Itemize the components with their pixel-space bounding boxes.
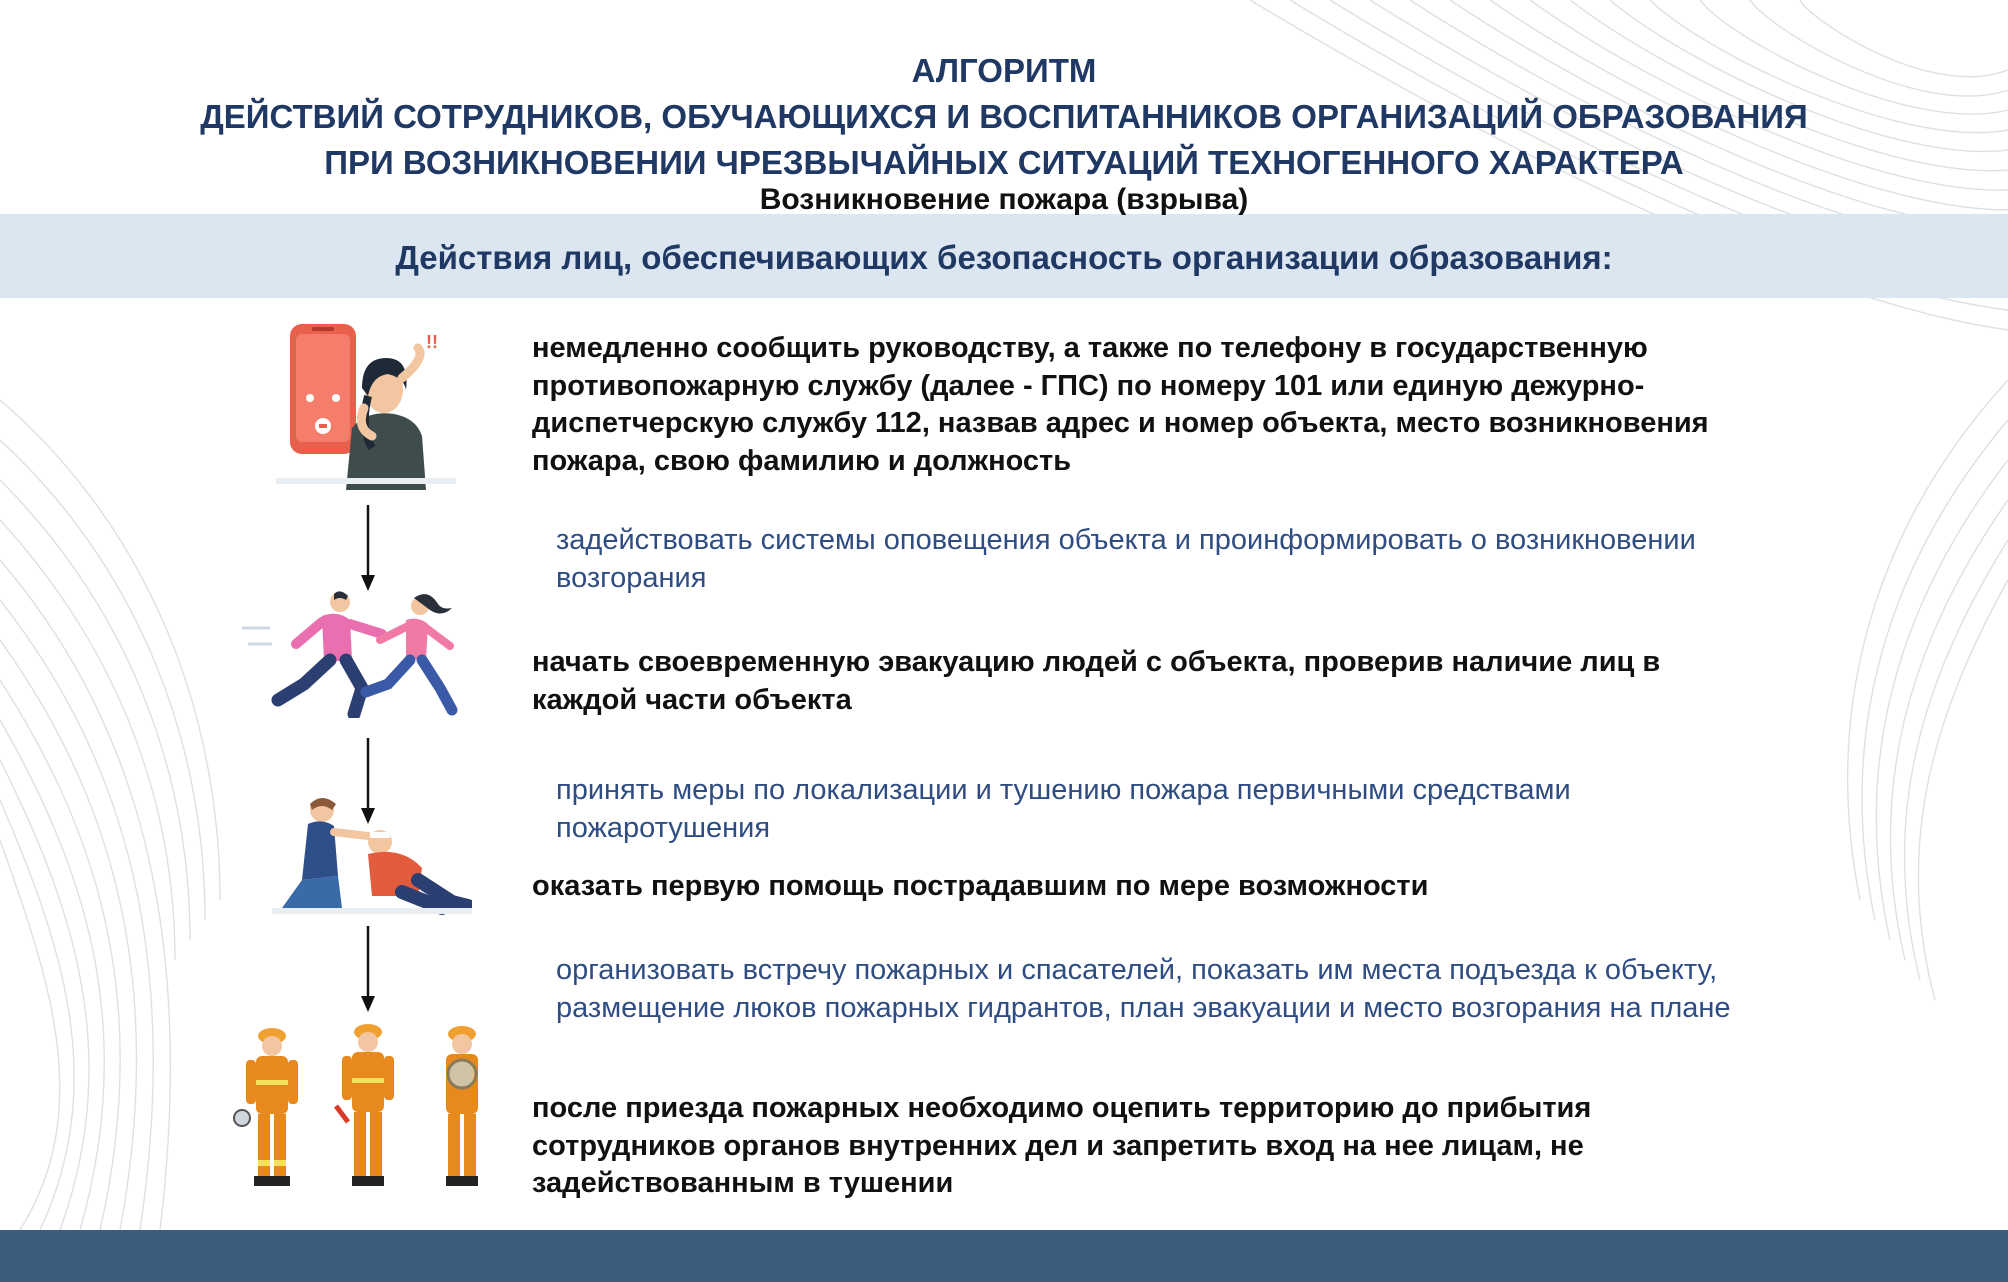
title-line-3: ПРИ ВОЗНИКНОВЕНИИ ЧРЕЗВЫЧАЙНЫХ СИТУАЦИЙ ТЕХНОГЕННОГО ХАРАКТЕРА <box>324 144 1684 181</box>
note-2-text: принять меры по локализации и тушению пожара первичными средствами пожаротушения <box>556 774 1571 844</box>
svg-text:!!: !! <box>426 332 438 352</box>
subtitle: Возникновение пожара (взрыва) <box>759 183 1249 216</box>
firefighters-icon <box>228 1022 508 1192</box>
title-block <box>0 48 2008 218</box>
running-people-icon <box>242 588 472 718</box>
title-line-2: ДЕЙСТВИЙ СОТРУДНИКОВ, ОБУЧАЮЩИХСЯ И ВОСПИТАННИКОВ ОРГАНИЗАЦИЙ ОБРАЗОВАНИЯ <box>200 98 1808 135</box>
phone-call-panic-icon <box>276 318 456 490</box>
first-aid-icon <box>272 796 472 916</box>
step-3-text: оказать первую помощь пострадавшим по мере возможности <box>532 870 1429 902</box>
note-3-text: организовать встречу пожарных и спасателей, показать им места подъезда к объекту, размещение люков пожарных гидрантов, план эвакуации и место возгорания на плане <box>556 954 1731 1024</box>
step-2-text: начать своевременную эвакуацию людей с объекта, проверив наличие лиц в каждой части объекта <box>532 646 1661 716</box>
step-1-text: немедленно сообщить руководству, а также по телефону в государственную противопожарную службу (далее - ГПС) по номеру 101 или единую дежурно-диспетчерскую службу 112, назвав адрес и номер объекта, место возникновения пожара, свою фамилию и должность <box>532 332 1709 477</box>
footer-bar <box>0 1230 2008 1282</box>
arrow-down-icon <box>358 505 378 591</box>
step-4-text: после приезда пожарных необходимо оцепить территорию до прибытия сотрудников органов внутренних дел и запретить вход на нее лицам, не задействованным в тушении <box>532 1092 1592 1199</box>
arrow-down-icon <box>358 926 378 1012</box>
title-line-1: АЛГОРИТМ <box>911 52 1097 89</box>
note-1-text: задействовать системы оповещения объекта и проинформировать о возникновении возгорания <box>556 524 1696 594</box>
section-heading: Действия лиц, обеспечивающих безопасность организации образования: <box>395 239 1613 276</box>
